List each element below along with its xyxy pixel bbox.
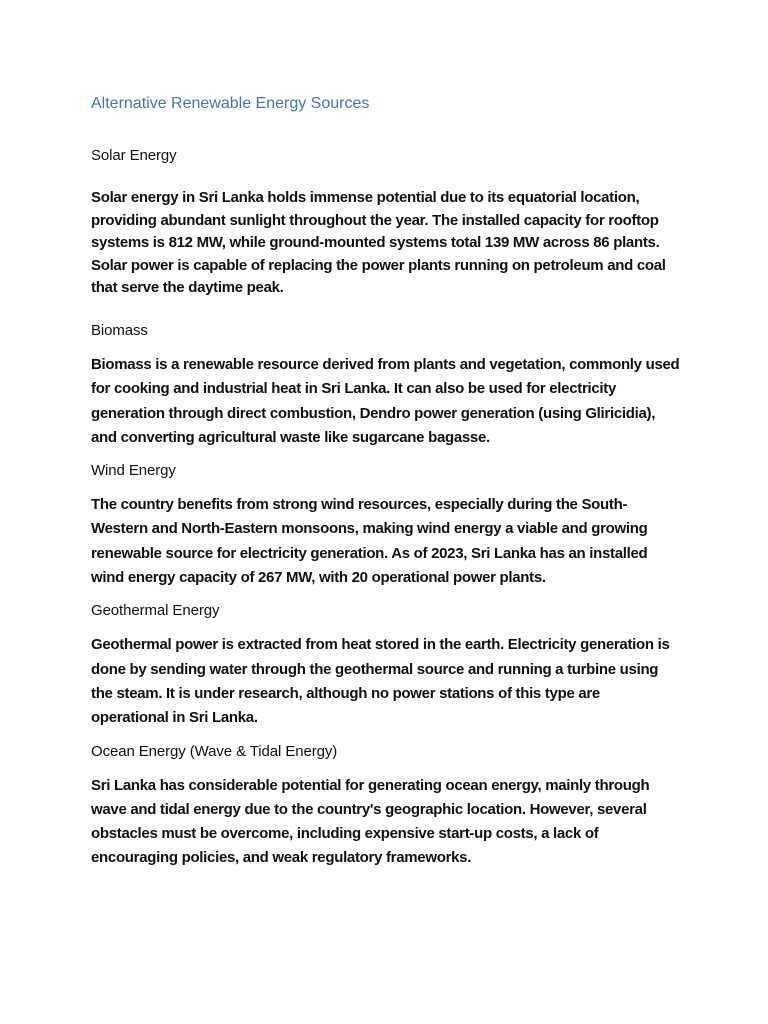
section-heading-geothermal: Geothermal Energy xyxy=(91,602,220,620)
section-body-wind: The country benefits from strong wind resources, especially during the South-Western and North-Eastern monsoons, making wind energy a viable and growing renewable source for electricity generation. As of 2023, Sri Lanka has an installed wind energy capacity of 267 MW, with 20 operational power plants. xyxy=(91,496,648,587)
section-heading-biomass: Biomass xyxy=(91,321,148,339)
section-heading-solar: Solar Energy xyxy=(91,147,177,164)
section-body-biomass: Biomass is a renewable resource derived from plants and vegetation, commonly used for cooking and industrial heat in Sri Lanka. It can also be used for electricity generation through direct combustion, Dendro power generation (using Gliricidia), and converting agricultural waste like sugarcane bagasse. xyxy=(91,355,680,446)
section-body-solar: Solar energy in Sri Lanka holds immense potential due to its equatorial location, providing abundant sunlight throughout the year. The installed capacity for rooftop systems is 812 MW, while ground-mounted systems total 139 MW across 86 plants. Solar power is capable of replacing the power plants running on petroleum and coal that serve the daytime peak. xyxy=(91,189,666,297)
section-body-geothermal: Geothermal power is extracted from heat stored in the earth. Electricity generation is done by sending water through the geothermal source and running a turbine using the steam. It is under research, although no power stations of this type are operational in Sri Lanka. xyxy=(91,636,670,727)
section-heading-ocean: Ocean Energy (Wave & Tidal Energy) xyxy=(91,742,338,760)
section-body-ocean: Sri Lanka has considerable potential for generating ocean energy, mainly through wave and tidal energy due to the country's geographic location. However, several obstacles must be overcome, including expensive start-up costs, a lack of encouraging policies, and weak regulatory frameworks. xyxy=(91,776,650,867)
document-title: Alternative Renewable Energy Sources xyxy=(91,95,370,112)
section-heading-wind: Wind Energy xyxy=(91,462,176,480)
document-page xyxy=(91,92,681,871)
